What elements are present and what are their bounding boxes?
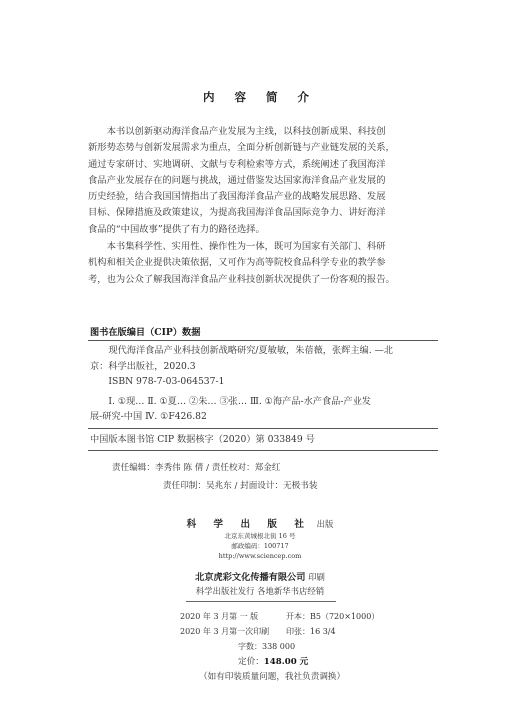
word-count: 字数：338 000 <box>238 642 296 651</box>
printer-name: 北京虎彩文化传播有限公司 <box>195 572 306 583</box>
text-line: 考，也为公众了解我国海洋食品产业科技创新状况提供了一份客观的报告。 <box>88 273 395 285</box>
text-line: 食品的“中国故事”提供了有力的路径选择。 <box>88 223 265 235</box>
credits-editor: 责任编辑：李秀伟 陈 倩 / 责任校对：郑金红 <box>112 463 281 473</box>
text-line: 通过专家研讨、实地调研、文献与专利检索等方式，系统阐述了我国海洋 <box>88 158 386 170</box>
divider <box>186 601 336 602</box>
text-line: 历史经验，结合我国国情指出了我国海洋食品产业的战略发展思路、发展 <box>88 191 386 203</box>
distribution-line: 科学出版社发行 各地新华书店经销 <box>195 586 325 596</box>
cip-line: 京：科学出版社，2020.3 <box>90 360 196 372</box>
cip-line: 展-研究-中国 Ⅳ. ①F426.82 <box>90 411 207 422</box>
divider <box>88 340 438 341</box>
price-value: 148.00 元 <box>263 657 309 667</box>
publisher-name: 科 学 出 版 社 <box>186 519 311 530</box>
cip-line: ISBN 978-7-03-064537-1 <box>108 376 225 387</box>
text-line: 本书集科学性、实用性、操作性为一体，既可为国家有关部门、科研 <box>106 241 386 252</box>
text-line: 机构和相关企业提供决策依据，又可作为高等院校食品科学专业的教学参 <box>88 257 386 269</box>
cip-catalog-number: 中国版本图书馆 CIP 数据核字（2020）第 033849 号 <box>90 434 315 445</box>
text-line: 本书以创新驱动海洋食品产业发展为主线，以科技创新成果、科技创 <box>106 126 386 137</box>
first-printing: 2020 年 3 月第一次印刷 <box>180 627 270 636</box>
printer-suffix: 印刷 <box>308 572 325 582</box>
printer-line <box>0 569 520 583</box>
printed-sheets: 印张：16 3/4 <box>286 627 336 636</box>
price-line <box>238 655 308 667</box>
first-edition: 2020 年 3 月第 一 版 <box>180 612 259 621</box>
publisher-suffix: 出版 <box>316 519 334 529</box>
cip-record <box>90 343 436 425</box>
publisher-website: http://www.sciencep.com <box>218 552 302 560</box>
book-format: 开本：B5（720×1000） <box>286 612 380 621</box>
publisher-postcode: 邮政编码：100717 <box>231 542 289 550</box>
publisher-address: 北京东黄城根北街 16 号 <box>224 532 296 540</box>
summary-paragraph-1 <box>88 124 440 238</box>
text-line: 目标、保障措施及政策建议，为提高我国海洋食品国际竞争力、讲好海洋 <box>88 207 386 219</box>
divider <box>88 428 438 429</box>
divider <box>88 450 438 451</box>
cip-line: 现代海洋食品产业科技创新战略研究/夏敏敏，朱蓓薇，张辉主编. —北 <box>108 345 393 356</box>
section-title: 内 容 简 介 <box>202 90 317 104</box>
cip-heading: 图书在版编目（CIP）数据 <box>90 327 201 338</box>
cip-line: Ⅰ. ①现… Ⅱ. ①夏… ②朱… ③张… Ⅲ. ①海产品-水产食品-产业发 <box>108 395 371 407</box>
credits-production: 责任印制：吴兆东 / 封面设计：无极书装 <box>163 481 318 491</box>
summary-paragraph-2 <box>88 239 440 288</box>
quality-note: （如有印装质量问题，我社负责调换） <box>199 672 346 682</box>
publisher-line <box>0 516 520 530</box>
text-line: 食品产业发展存在的问题与挑战，通过借鉴发达国家海洋食品产业发展的 <box>88 174 386 186</box>
text-line: 新形势态势与创新发展需求为重点，全面分析创新链与产业链发展的关系， <box>88 142 395 154</box>
price-label: 定价： <box>238 657 264 667</box>
